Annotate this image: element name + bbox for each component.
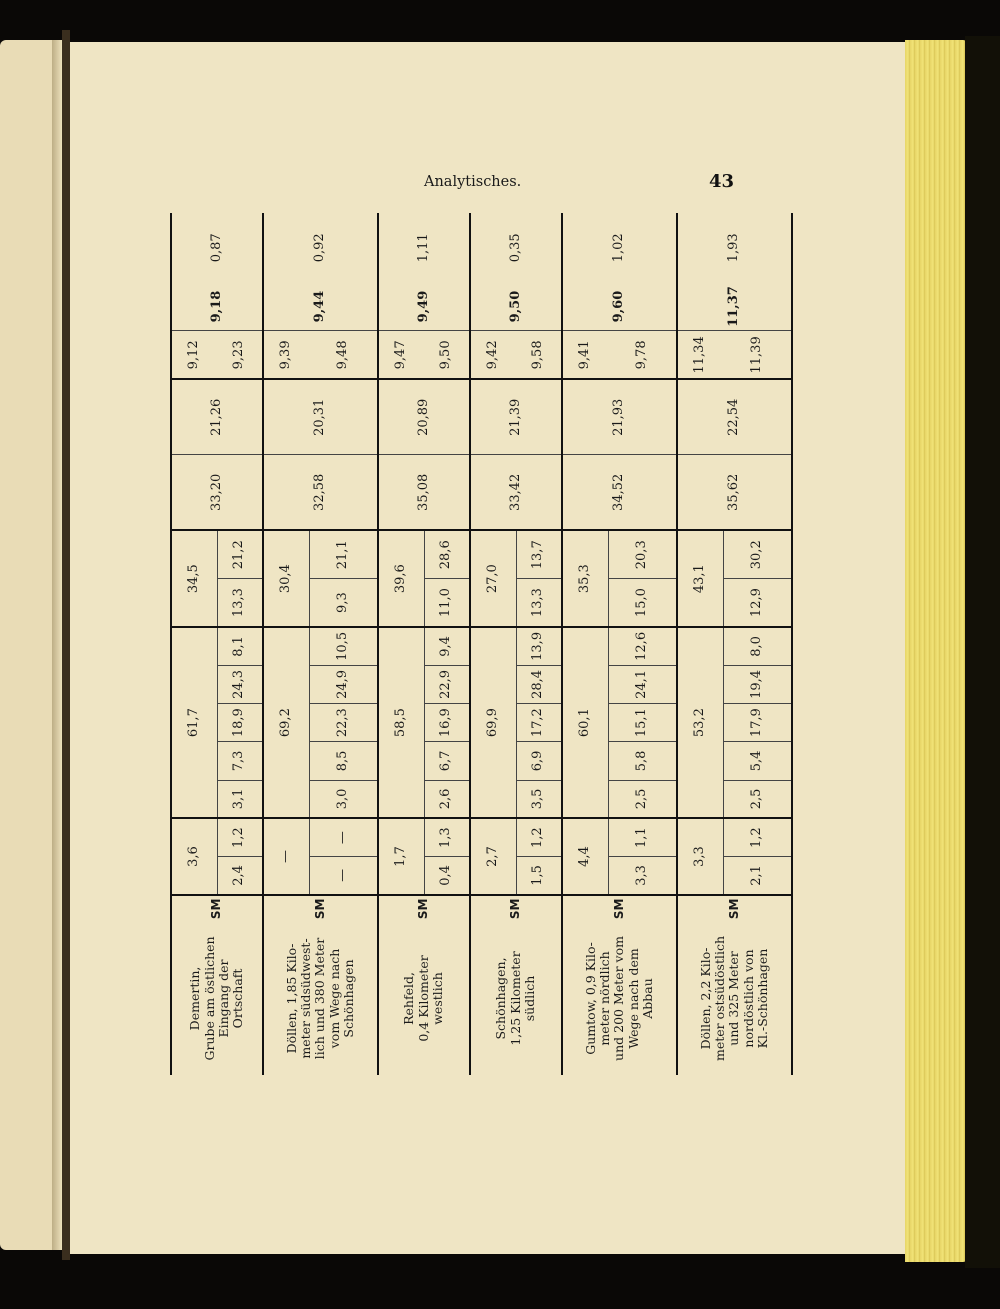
value-q: 21,26 <box>171 379 263 455</box>
value-q: 21,93 <box>562 379 677 455</box>
value-r-2: 9,78 <box>608 331 677 379</box>
fraction-b-value: 17,2 <box>516 704 562 742</box>
fraction-b-value: 5,8 <box>608 742 677 780</box>
left-page-edge <box>52 40 62 1250</box>
location-line: 0,4 Kilometer <box>415 955 431 1042</box>
fraction-c-value: 15,0 <box>608 579 677 627</box>
value-r-2: 9,50 <box>424 331 470 379</box>
location-line: meter ostsüdöstlich <box>711 935 727 1062</box>
book-gutter <box>62 30 70 1260</box>
fraction-a-total: 1,7 <box>378 818 424 895</box>
value-t: 0,35 <box>507 233 523 263</box>
page-number: 43 <box>708 171 734 192</box>
fraction-b-value: 2,5 <box>608 780 677 818</box>
location-line: Ortschaft <box>230 968 246 1029</box>
table-row <box>562 213 585 1075</box>
fraction-c-value: 11,0 <box>424 579 470 627</box>
value-r-1: 9,39 <box>263 331 309 379</box>
value-s: 11,37 <box>677 283 792 331</box>
fraction-b-value: 3,0 <box>309 780 378 818</box>
location-cell <box>562 922 677 1075</box>
value-q: 20,31 <box>263 379 378 455</box>
page-block-edge <box>905 40 967 1262</box>
value-r-1: 9,42 <box>470 331 516 379</box>
value-t: 1,11 <box>415 233 431 263</box>
fraction-b-value: 17,9 <box>723 704 792 742</box>
fraction-b-value: 24,3 <box>217 665 263 703</box>
sm-label: SM <box>562 895 677 922</box>
location-line: Döllen, 2,2 Kilo- <box>697 947 713 1050</box>
fraction-b-value: 18,9 <box>217 704 263 742</box>
value-s: 9,50 <box>470 283 562 331</box>
location-line: und 325 Meter <box>726 951 742 1046</box>
fraction-c-total: 30,4 <box>263 530 309 627</box>
fraction-a-total: — <box>263 818 309 895</box>
fraction-c-total: 39,6 <box>378 530 424 627</box>
location-line: meter südsüdwest- <box>297 938 313 1059</box>
fraction-b-value: 6,7 <box>424 742 470 780</box>
fraction-a-value: 2,1 <box>723 857 792 895</box>
location-line: Döllen, 1,85 Kilo- <box>283 943 299 1054</box>
fraction-b-value: 16,9 <box>424 704 470 742</box>
sm-label: SM <box>263 895 378 922</box>
fraction-c-value: 13,3 <box>516 579 562 627</box>
fraction-a-value: 1,1 <box>608 818 677 856</box>
value-r-1: 9,47 <box>378 331 424 379</box>
rotated-table-frame <box>170 213 771 1075</box>
location-cell <box>171 922 263 1075</box>
value-p: 35,08 <box>378 455 470 531</box>
value-s: 9,18 <box>171 283 263 331</box>
book-cover <box>965 36 1000 1268</box>
fraction-b-value: 22,9 <box>424 665 470 703</box>
location-line: Rehfeld, <box>401 972 417 1025</box>
page-header <box>424 171 734 194</box>
location-line: Kl.-Schönhagen <box>755 948 771 1049</box>
table-row <box>378 213 401 1075</box>
location-line: nordöstlich von <box>740 949 756 1048</box>
fraction-b-value: 24,9 <box>309 665 378 703</box>
location-line: Wege nach dem <box>625 948 641 1049</box>
value-r-1: 11,34 <box>677 331 723 379</box>
fraction-a-value: 1,3 <box>424 818 470 856</box>
table-row <box>470 213 493 1075</box>
fraction-a-total: 3,3 <box>677 818 723 895</box>
value-r-1: 9,41 <box>562 331 608 379</box>
fraction-b-value: 12,6 <box>608 627 677 665</box>
location-line: Schönhagen <box>341 959 357 1038</box>
fraction-b-value: 8,0 <box>723 627 792 665</box>
location-cell <box>378 922 470 1075</box>
value-t: 0,92 <box>312 233 328 263</box>
value-r-2: 9,58 <box>516 331 562 379</box>
value-p: 32,58 <box>263 455 378 531</box>
location-line: Demertin, <box>187 966 203 1031</box>
value-s: 9,44 <box>263 283 378 331</box>
fraction-c-value: 30,2 <box>723 530 792 578</box>
fraction-c-value: 12,9 <box>723 579 792 627</box>
fraction-b-value: 8,1 <box>217 627 263 665</box>
fraction-b-value: 2,5 <box>723 780 792 818</box>
fraction-b-value: 13,9 <box>516 627 562 665</box>
fraction-c-value: 13,3 <box>217 579 263 627</box>
location-line: Grube am östlichen <box>201 936 217 1061</box>
fraction-b-value: 9,4 <box>424 627 470 665</box>
fraction-c-total: 43,1 <box>677 530 723 627</box>
fraction-b-value: 15,1 <box>608 704 677 742</box>
fraction-c-value: 21,2 <box>217 530 263 578</box>
value-t: 1,02 <box>611 233 627 263</box>
location-line: südlich <box>522 975 538 1022</box>
fraction-b-value: 7,3 <box>217 742 263 780</box>
fraction-b-total: 53,2 <box>677 627 723 818</box>
fraction-a-value: 2,4 <box>217 857 263 895</box>
location-cell <box>263 922 378 1075</box>
fraction-a-value: 1,5 <box>516 857 562 895</box>
table-row <box>263 213 286 1075</box>
fraction-c-total: 34,5 <box>171 530 217 627</box>
left-page <box>0 40 52 1250</box>
location-line: Schönhagen, <box>493 957 509 1040</box>
fraction-b-value: 10,5 <box>309 627 378 665</box>
fraction-a-value: 0,4 <box>424 857 470 895</box>
fraction-c-value: 28,6 <box>424 530 470 578</box>
value-s: 9,49 <box>378 283 470 331</box>
fraction-c-total: 35,3 <box>562 530 608 627</box>
table-row <box>677 213 700 1075</box>
fraction-b-total: 61,7 <box>171 627 217 818</box>
table-row <box>171 213 194 1075</box>
value-p: 33,42 <box>470 455 562 531</box>
fraction-b-value: 19,4 <box>723 665 792 703</box>
sm-label: SM <box>171 895 263 922</box>
fraction-a-value: — <box>309 818 378 856</box>
fraction-b-total: 69,9 <box>470 627 516 818</box>
fraction-c-total: 27,0 <box>470 530 516 627</box>
value-r-1: 9,12 <box>171 331 217 379</box>
value-t: 1,93 <box>726 233 742 263</box>
location-line: Eingang der <box>216 959 231 1038</box>
value-p: 35,62 <box>677 455 792 531</box>
value-p: 33,20 <box>171 455 263 531</box>
fraction-c-value: 13,7 <box>516 530 562 578</box>
value-r-2: 11,39 <box>723 331 792 379</box>
location-line: Abbau <box>640 978 656 1019</box>
fraction-b-value: 8,5 <box>309 742 378 780</box>
value-q: 22,54 <box>677 379 792 455</box>
fraction-b-total: 58,5 <box>378 627 424 818</box>
fraction-a-value: — <box>309 857 378 895</box>
value-s: 9,60 <box>562 283 677 331</box>
fraction-b-value: 28,4 <box>516 665 562 703</box>
fraction-c-value: 20,3 <box>608 530 677 578</box>
location-line: 1,25 Kilometer <box>507 951 523 1046</box>
value-p: 34,52 <box>562 455 677 531</box>
fraction-b-value: 6,9 <box>516 742 562 780</box>
fraction-b-total: 60,1 <box>562 627 608 818</box>
fraction-a-total: 2,7 <box>470 818 516 895</box>
fraction-b-value: 3,5 <box>516 780 562 818</box>
fraction-b-value: 5,4 <box>723 742 792 780</box>
value-r-2: 9,48 <box>309 331 378 379</box>
fraction-b-value: 2,6 <box>424 780 470 818</box>
location-cell <box>677 922 792 1075</box>
location-line: meter nördlich <box>596 951 612 1046</box>
location-cell <box>470 922 562 1075</box>
analysis-table <box>170 213 793 1075</box>
location-line: lich und 380 Meter <box>312 937 328 1060</box>
fraction-a-value: 1,2 <box>217 818 263 856</box>
fraction-a-total: 3,6 <box>171 818 217 895</box>
location-line: vom Wege nach <box>326 948 342 1049</box>
sm-label: SM <box>470 895 562 922</box>
sm-label: SM <box>378 895 470 922</box>
fraction-a-value: 3,3 <box>608 857 677 895</box>
fraction-a-total: 4,4 <box>562 818 608 895</box>
fraction-a-value: 1,2 <box>516 818 562 856</box>
fraction-c-value: 21,1 <box>309 530 378 578</box>
fraction-b-value: 24,1 <box>608 665 677 703</box>
fraction-b-value: 22,3 <box>309 704 378 742</box>
location-line: Gumtow, 0,9 Kilo- <box>582 942 598 1055</box>
running-title: Analytisches. <box>424 174 522 190</box>
location-line: westlich <box>430 972 446 1025</box>
table-body <box>171 213 792 1075</box>
fraction-c-value: 9,3 <box>309 579 378 627</box>
value-q: 21,39 <box>470 379 562 455</box>
value-t: 0,87 <box>208 233 224 263</box>
fraction-a-value: 1,2 <box>723 818 792 856</box>
sm-label: SM <box>677 895 792 922</box>
value-q: 20,89 <box>378 379 470 455</box>
location-line: und 200 Meter vom <box>611 936 627 1061</box>
value-r-2: 9,23 <box>217 331 263 379</box>
fraction-b-total: 69,2 <box>263 627 309 818</box>
fraction-b-value: 3,1 <box>217 780 263 818</box>
